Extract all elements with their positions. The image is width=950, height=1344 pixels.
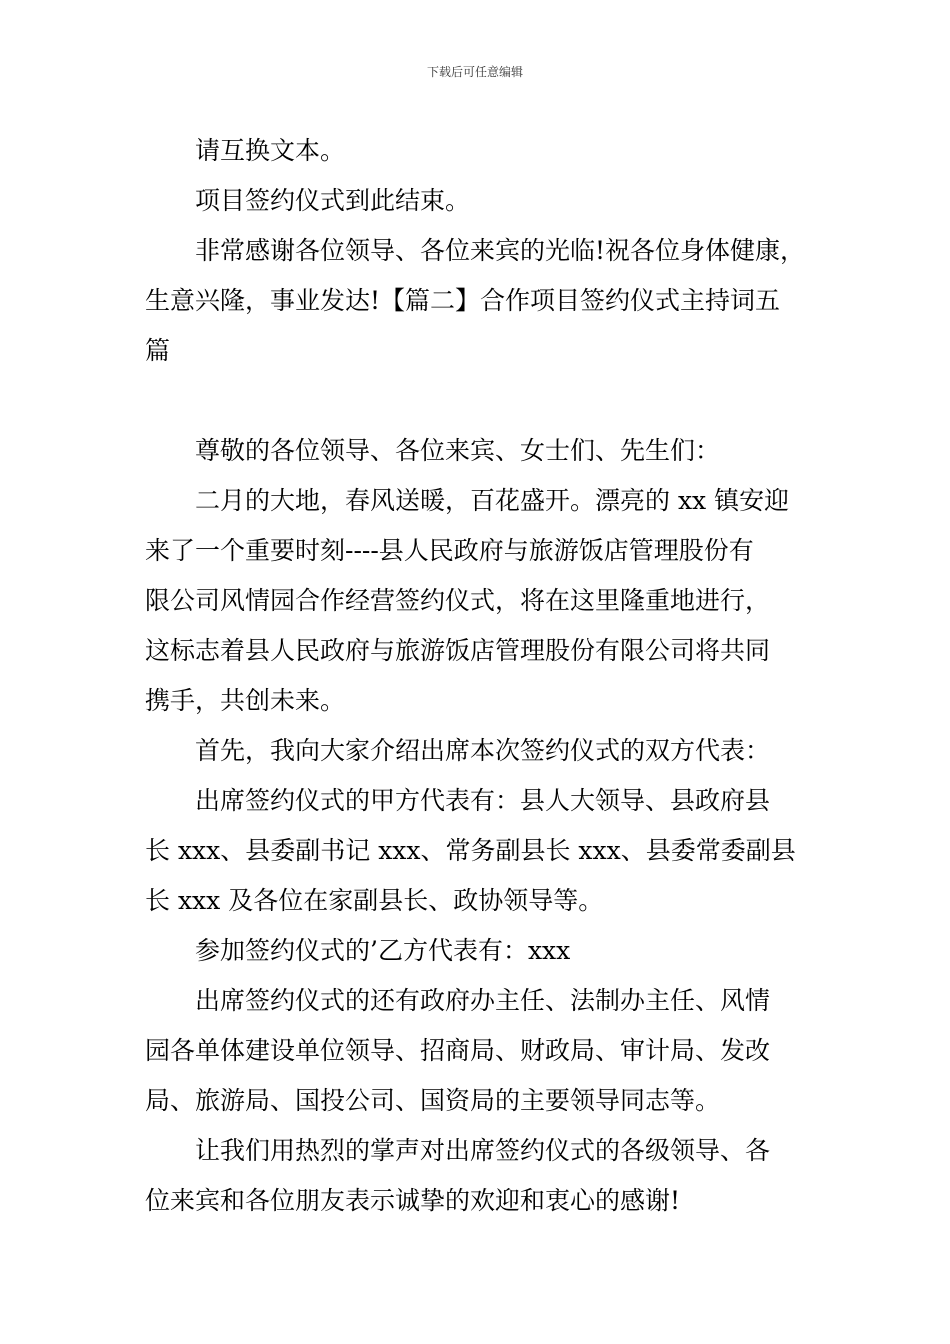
- paragraph-line: 局、旅游局、国投公司、国资局的主要领导同志等。: [145, 1086, 721, 1115]
- paragraph-line: 项目签约仪式到此结束。: [195, 186, 471, 215]
- paragraph-line: 生意兴隆，事业发达!【篇二】合作项目签约仪式主持词五: [145, 286, 781, 315]
- paragraph-gap: [145, 376, 835, 426]
- paragraph-line: 参加签约仪式的’乙方代表有：xxx: [195, 936, 571, 965]
- paragraph-line: 尊敬的各位领导、各位来宾、女士们、先生们：: [195, 436, 721, 465]
- paragraph-line: 位来宾和各位朋友表示诚挚的欢迎和衷心的感谢!: [145, 1186, 681, 1215]
- paragraph-line: 来了一个重要时刻----县人民政府与旅游饭店管理股份有: [145, 536, 754, 565]
- paragraph-line: 出席签约仪式的甲方代表有：县人大领导、县政府县: [195, 786, 771, 815]
- paragraph-line: 携手，共创未来。: [145, 686, 346, 715]
- paragraph-line: 出席签约仪式的还有政府办主任、法制办主任、风情: [195, 986, 771, 1015]
- page-header-note: 下载后可任意编辑: [426, 65, 523, 79]
- paragraph-line: 请互换文本。: [195, 136, 346, 165]
- paragraph-line: 限公司风情园合作经营签约仪式，将在这里隆重地进行，: [145, 586, 771, 615]
- paragraph-line: 篇: [145, 336, 171, 365]
- paragraph-line: 让我们用热烈的掌声对出席签约仪式的各级领导、各: [195, 1136, 771, 1165]
- paragraph-line: 二月的大地，春风送暖，百花盛开。漂亮的 xx 镇安迎: [195, 486, 790, 515]
- paragraph-line: 长 xxx、县委副书记 xxx、常务副县长 xxx、县委常委副县: [145, 836, 796, 865]
- paragraph-line: 首先，我向大家介绍出席本次签约仪式的双方代表：: [195, 736, 771, 765]
- paragraph-line: 园各单体建设单位领导、招商局、财政局、审计局、发改: [145, 1036, 771, 1065]
- document-body: [145, 126, 835, 1226]
- paragraph-line: 这标志着县人民政府与旅游饭店管理股份有限公司将共同: [145, 636, 771, 665]
- paragraph-line: 非常感谢各位领导、各位来宾的光临!祝各位身体健康，: [195, 236, 806, 265]
- paragraph-line: 长 xxx 及各位在家副县长、政协领导等。: [145, 886, 604, 915]
